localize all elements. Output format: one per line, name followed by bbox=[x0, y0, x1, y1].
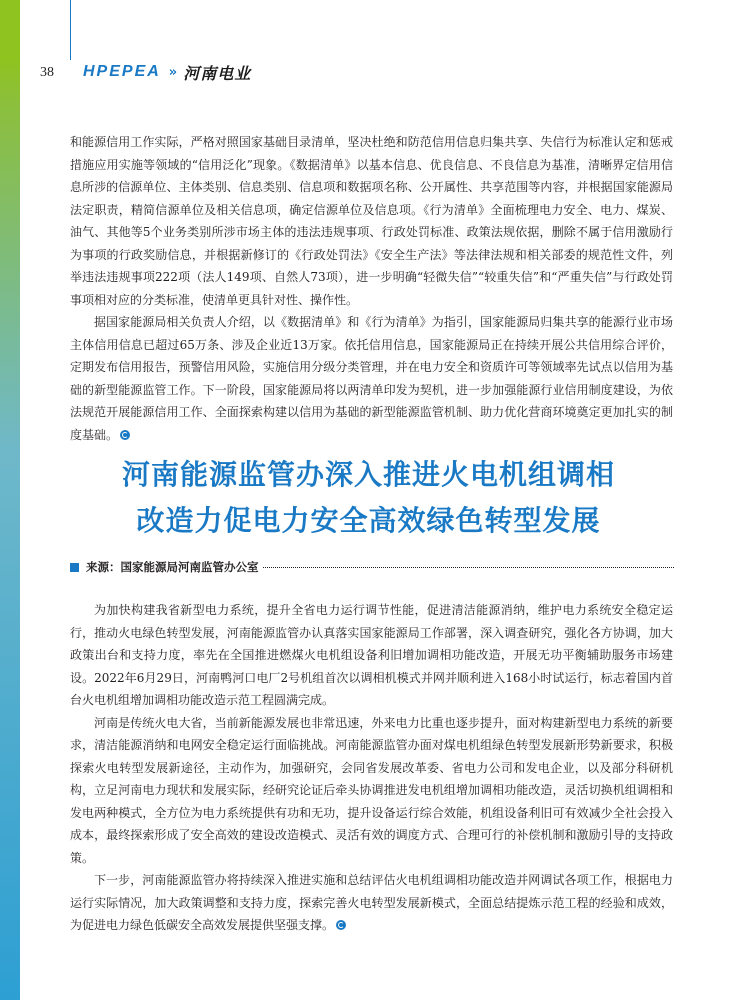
page-number: 38 bbox=[40, 65, 54, 80]
paragraph: 为加快构建我省新型电力系统，提升全省电力运行调节性能，促进清洁能源消纳，维护电力系统安全稳定运行，推动火电绿色转型发展，河南能源监管办认真落实国家能源局工作部署，深入调查研究，强化各方协调，加大政策出台和支持力度，率先在全国推进燃煤火电机组设备利旧增加调相功能改造，开展无功平衡辅助服务市场建设。2022年6月29日，河南鸭河口电厂2号机组首次以调相机模式并网并顺利进入168小时试运行，标志着国内首台火电机组增加调相功能改造示范工程圆满完成。 bbox=[70, 603, 673, 707]
brand-chinese-name: 河南电业 bbox=[183, 63, 252, 83]
article-body bbox=[70, 599, 673, 937]
square-bullet-icon bbox=[70, 563, 79, 572]
title-line: 河南能源监管办深入推进火电机组调相 bbox=[121, 458, 615, 491]
side-color-bar bbox=[0, 0, 20, 1000]
article-source bbox=[70, 558, 674, 576]
article-title bbox=[40, 452, 697, 544]
paragraph: 据国家能源局相关负责人介绍，以《数据清单》和《行为清单》为指引，国家能源局归集共享的能源行业市场主体信用信息已超过65万条、涉及企业近13万家。依托信用信息，国家能源局正在持续开展公共信用综合评价，定期发布信用报告，预警信用风险，实施信用分级分类管理，并在电力安全和资质许可等领域率先试点以信用为基础的新型能源监管工作。下一阶段，国家能源局将以两清单印发为契机，进一步加强能源行业信用制度建设，为依法规范开展能源信用工作、全面探索构建以信用为基础的新型能源监管机制、助力优化营商环境奠定更加扎实的制度基础。 bbox=[70, 315, 673, 442]
article-end-icon bbox=[336, 920, 346, 930]
magazine-brand bbox=[83, 61, 251, 83]
title-line: 改造力促电力安全高效绿色转型发展 bbox=[136, 504, 601, 537]
brand-logo-text: HPEPEA bbox=[83, 63, 161, 80]
header-divider bbox=[70, 0, 71, 60]
double-chevron-icon: » bbox=[168, 64, 178, 80]
paragraph: 和能源信用工作实际，严格对照国家基础目录清单，坚决杜绝和防范信用信息归集共享、失信行为标准认定和惩戒措施应用实施等领域的“信用泛化”现象。《数据清单》以基本信息、优良信息、不良信息为基准，清晰界定信用信息所涉的信源单位、主体类别、信息类别、信息项和数据项名称、公开属性、共享范围等内容，并根据国家能源局法定职责，精简信源单位及相关信息项，确定信源单位及信息项。《行为清单》全面梳理电力安全、电力、煤炭、油气、其他等5个业务类别所涉市场主体的违法违规事项、行政处罚标准、政策法规依据，删除不属于信用激励行为事项的行政奖励信息，并根据新修订的《行政处罚法》《安全生产法》等法律法规和相关部委的规范性文件，列举违法违规事项222项（法人149项、自然人73项），进一步明确“轻微失信”“较重失信”和“严重失信”与行政处罚事项相对应的分类标准，使清单更具针对性、操作性。 bbox=[70, 135, 673, 307]
paragraph: 河南是传统火电大省，当前新能源发展也非常迅速，外来电力比重也逐步提升，面对构建新型电力系统的新要求，清洁能源消纳和电网安全稳定运行面临挑战。河南能源监管办面对煤电机组绿色转型发展新形势新要求，积极探索火电转型发展新途径，主动作为，加强研究，会同省发展改革委、省电力公司和发电企业，以及部分科研机构，立足河南电力现状和发展实际，经研究论证后牵头协调推进发电机组增加调相功能改造，灵活切换机组调相和发电两种模式，全方位为电力系统提供有功和无功，提升设备运行综合效能，机组设备利旧可有效减少全社会投入成本，最终探索形成了安全高效的建设改造模式、灵活有效的调度方式、合理可行的补偿机制和激励引导的支持政策。 bbox=[70, 715, 673, 865]
dotted-rule bbox=[263, 567, 675, 568]
previous-article-text bbox=[70, 131, 673, 446]
source-label: 来源：国家能源局河南监管办公室 bbox=[86, 560, 259, 574]
article-end-icon bbox=[120, 430, 130, 440]
paragraph: 下一步，河南能源监管办将持续深入推进实施和总结评估火电机组调相功能改造并网调试各项工作，根据电力运行实际情况，加大政策调整和支持力度，探索完善火电转型发展新模式，全面总结提炼示范工程的经验和成效，为促进电力绿色低碳安全高效发展提供坚强支撑。 bbox=[70, 873, 673, 932]
